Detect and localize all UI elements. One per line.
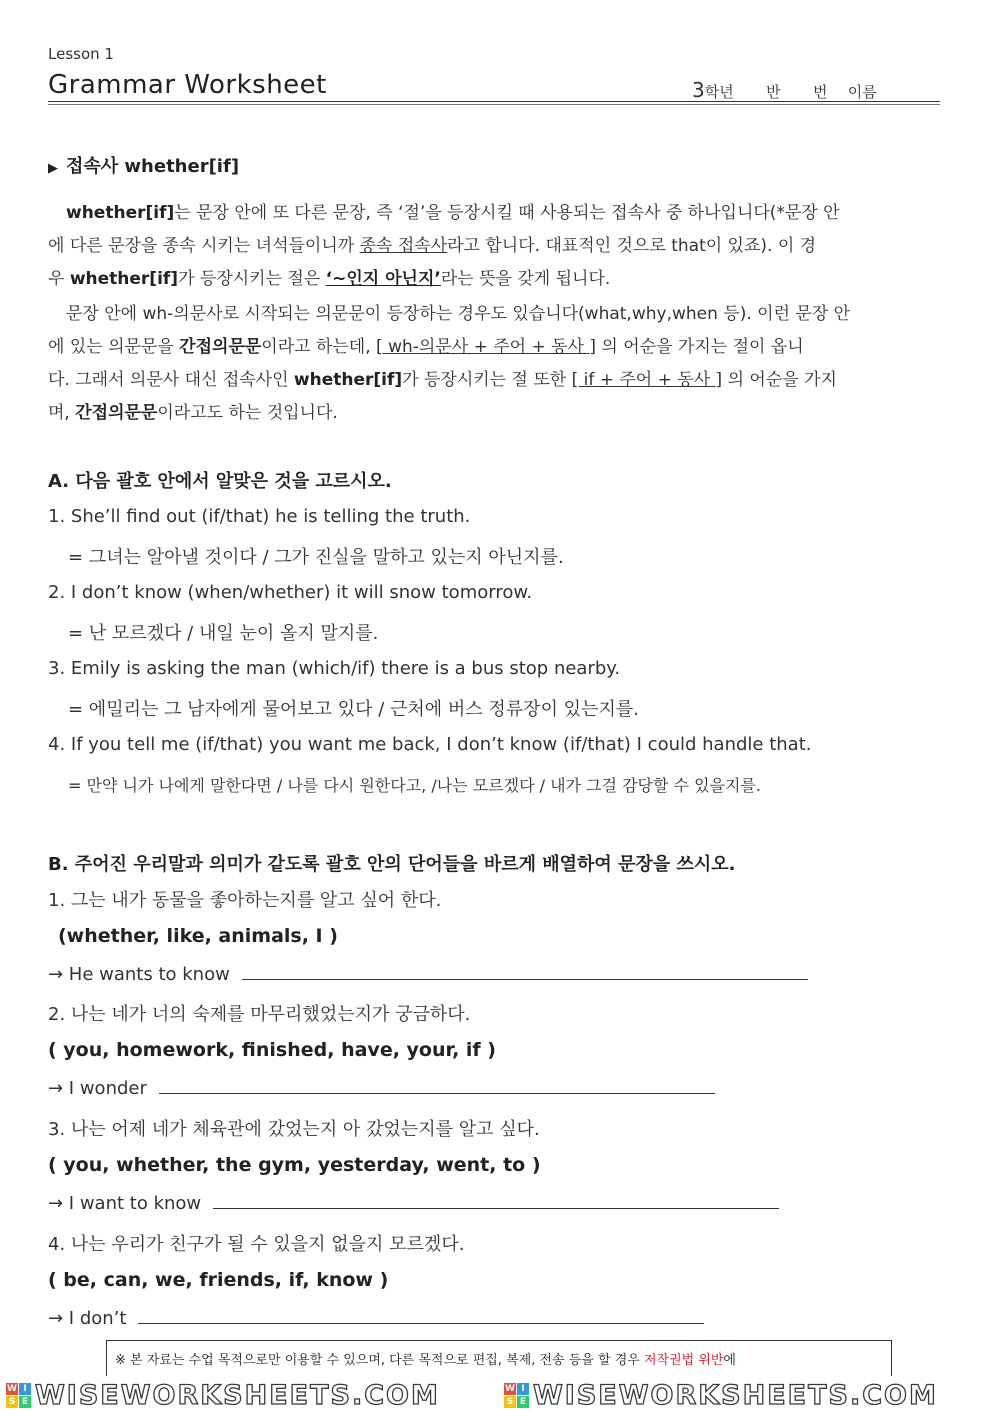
text-run: 우 — [48, 269, 70, 289]
text-run: 간접의문문 — [179, 337, 262, 357]
grade-label: 학년 — [704, 83, 734, 101]
class-label: 반 — [766, 83, 781, 101]
text-run: 이라고 하는데, — [261, 337, 377, 357]
a-translation-1: = 그녀는 알아낼 것이다 / 그가 진실을 말하고 있는지 아닌지를. — [68, 547, 564, 568]
footer-logo-right — [504, 1380, 938, 1411]
b-answer-3 — [48, 1193, 779, 1214]
title-underline — [48, 101, 940, 102]
b-answer-4-blank[interactable] — [138, 1309, 704, 1324]
text-run: 에 있는 의문문을 — [48, 337, 180, 357]
text-run: 의 어순을 가지 — [722, 370, 837, 390]
intro-line-6 — [48, 364, 837, 397]
b-answer-4 — [48, 1308, 704, 1329]
grade-number: 3 — [692, 78, 705, 102]
notice-warning: 저작권법 위반 — [643, 1353, 724, 1368]
copyright-notice — [106, 1340, 892, 1376]
a-translation-4: = 만약 니가 나에게 말한다면 / 나를 다시 원한다고, /나는 모르겠다 / 내가 그걸 감당할 수 있을지를. — [68, 776, 761, 795]
intro-line-7 — [48, 397, 338, 430]
b-words-3: ( you, whether, the gym, yesterday, went, to ) — [48, 1154, 541, 1176]
b-korean-4: 4. 나는 우리가 친구가 될 수 있을지 없을지 모르겠다. — [48, 1234, 465, 1255]
intro-line-5 — [48, 331, 804, 364]
section-title-text: 접속사 whether[if] — [66, 156, 240, 177]
text-run: whether[if] — [293, 370, 403, 390]
logo-squares-icon: W I S E — [504, 1383, 529, 1408]
text-run: 에 다른 문장을 종속 시키는 녀석들이니까 — [48, 236, 360, 256]
b-answer-1 — [48, 964, 808, 985]
text-run: whether[if] — [66, 203, 175, 223]
b-korean-1: 1. 그는 내가 동물을 좋아하는지를 알고 싶어 한다. — [48, 890, 442, 911]
section-a-heading: A. 다음 괄호 안에서 알맞은 것을 고르시오. — [48, 471, 392, 492]
text-run: ‘~인지 아닌지’ — [325, 269, 441, 289]
a-question-4: 4. If you tell me (if/that) you want me back, I don’t know (if/that) I could handle that. — [48, 734, 812, 755]
text-run: 의 어순을 가지는 절이 옵니 — [596, 337, 804, 357]
page-title: Grammar Worksheet — [48, 70, 327, 100]
footer-logo-left — [6, 1380, 440, 1411]
intro-line-3 — [48, 263, 610, 296]
notice-suffix: 에 — [723, 1353, 736, 1368]
text-run: 며, — [48, 403, 76, 423]
a-question-2: 2. I don’t know (when/whether) it will snow tomorrow. — [48, 582, 533, 603]
a-question-3: 3. Emily is asking the man (which/if) there is a bus stop nearby. — [48, 658, 621, 679]
triangle-bullet-icon: ▶ — [48, 161, 58, 176]
b-words-2: ( you, homework, finished, have, your, if ) — [48, 1039, 496, 1061]
text-run: 라고 합니다. 대표적인 것으로 that이 있죠). 이 경 — [447, 236, 817, 256]
intro-line-1 — [66, 197, 840, 230]
text-run: 문장 안에 wh-의문사로 시작되는 의문문이 등장하는 경우도 있습니다(what,why,when 등). 이런 문장 안 — [66, 304, 851, 324]
logo-squares-icon: W I S E — [6, 1383, 31, 1408]
a-question-1: 1. She’ll find out (if/that) he is telling the truth. — [48, 506, 471, 527]
footer-banner — [0, 1376, 1000, 1411]
text-run: 간접의문문 — [75, 403, 158, 423]
text-run: 이라고도 하는 것입니다. — [157, 403, 338, 423]
brand-wordmark: WISEWORKSHEETS.COM — [35, 1380, 440, 1411]
b-answer-2-blank[interactable] — [159, 1079, 715, 1094]
text-run: 가 등장시키는 절은 — [178, 269, 326, 289]
b-answer-2-prompt: → I wonder — [48, 1078, 147, 1099]
text-run: 종속 접속사 — [359, 236, 448, 256]
number-label: 번 — [812, 83, 828, 101]
intro-line-4 — [66, 298, 850, 331]
text-run: 다. 그래서 의문사 대신 접속사인 — [48, 370, 294, 390]
b-answer-3-blank[interactable] — [213, 1194, 779, 1209]
b-words-4: ( be, can, we, friends, if, know ) — [48, 1269, 389, 1291]
a-translation-3: = 에밀리는 그 남자에게 물어보고 있다 / 근처에 버스 정류장이 있는지를. — [68, 699, 639, 720]
text-run: [ if + 주어 + 동사 ] — [571, 370, 723, 390]
b-answer-4-prompt: → I don’t — [48, 1308, 127, 1329]
b-korean-3: 3. 나는 어제 네가 체육관에 갔었는지 아 갔었는지를 알고 싶다. — [48, 1119, 540, 1140]
intro-line-2 — [48, 230, 816, 263]
b-answer-3-prompt: → I want to know — [48, 1193, 202, 1214]
brand-wordmark: WISEWORKSHEETS.COM — [533, 1380, 938, 1411]
section-b-heading: B. 주어진 우리말과 의미가 같도록 괄호 안의 단어들을 바르게 배열하여 문장을 쓰시오. — [48, 854, 736, 875]
a-translation-2: = 난 모르겠다 / 내일 눈이 올지 말지를. — [68, 623, 379, 644]
section-title — [48, 152, 239, 178]
text-run: [ wh-의문사 + 주어 + 동사 ] — [376, 337, 596, 357]
b-answer-1-blank[interactable] — [242, 965, 808, 980]
student-info — [692, 78, 877, 102]
text-run: whether[if] — [69, 269, 179, 289]
name-label: 이름 — [847, 83, 877, 101]
b-korean-2: 2. 나는 네가 너의 숙제를 마무리했었는지가 궁금하다. — [48, 1004, 471, 1025]
notice-text: ※ 본 자료는 수업 목적으로만 이용할 수 있으며, 다른 목적으로 편집, 복제, 전송 등을 할 경우 — [115, 1353, 644, 1368]
b-answer-1-prompt: → He wants to know — [48, 964, 230, 985]
text-run: 는 문장 안에 또 다른 문장, 즉 ‘절’을 등장시킬 때 사용되는 접속사 중 하나입니다(*문장 안 — [174, 203, 840, 223]
text-run: 라는 뜻을 갖게 됩니다. — [440, 269, 611, 289]
b-answer-2 — [48, 1078, 715, 1099]
title-underline-thin — [48, 104, 940, 105]
b-words-1: (whether, like, animals, I ) — [58, 925, 338, 947]
text-run: 가 등장시키는 절 또한 — [402, 370, 572, 390]
lesson-label: Lesson 1 — [48, 45, 114, 63]
